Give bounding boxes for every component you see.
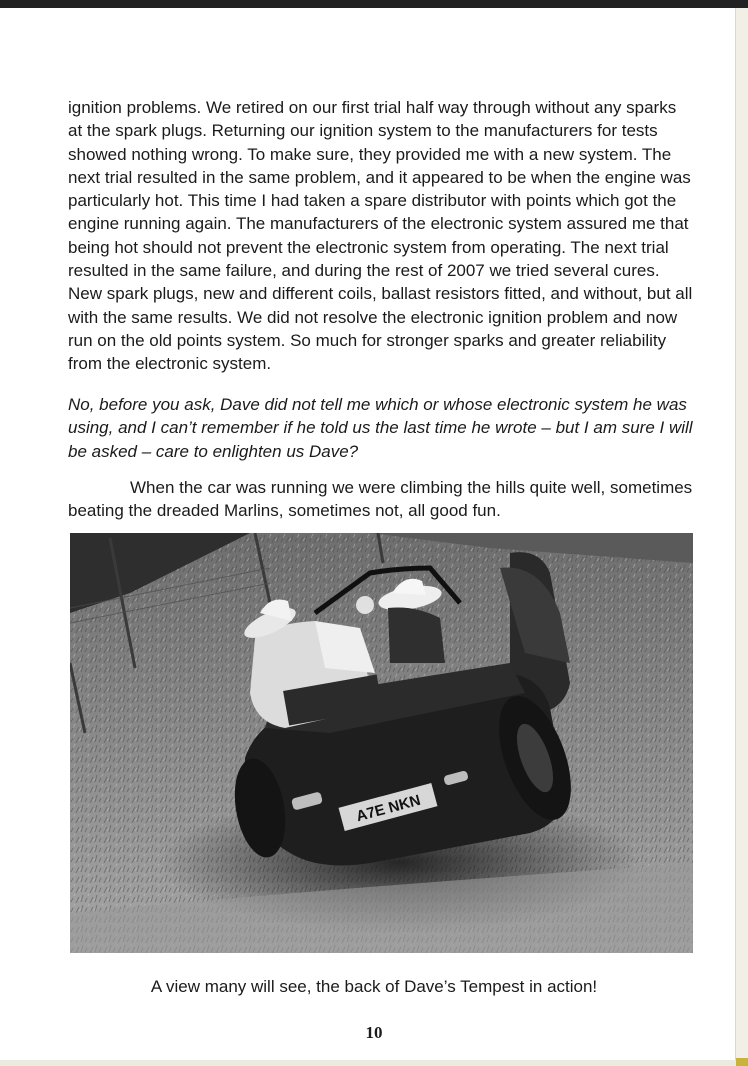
photo-plate-text: A7E NKN — [354, 791, 423, 826]
editor-note: No, before you ask, Dave did not tell me which or whose electronic system he was using, and I can’t remember if he told us the last time he wrote – but I am sure I will be asked – care to enlighten us Dave? — [68, 395, 693, 461]
scan-top-edge — [0, 0, 748, 8]
body-paragraph-ignition: ignition problems. We retired on our first trial half way through without any sparks at the spark plugs. Returning our ignition system to the manufacturers for tests showed nothing wrong. To make sure, they provided me with a new system. The next trial resulted in the same problem, and it appeared to be when the engine was particularly hot. This time I had taken a spare distributor with points which got the engine running again. The manufacturers of the electronic system assured me that being hot should not prevent the electronic system from operating. The next trial resulted in the same failure, and during the rest of 2007 we tried several cures. New spark plugs, new and different coils, ballast resistors fitted, and without, but all with the same results. We did not resolve the electronic ignition problem and now run on the old points system. So much for stronger sparks and greater reliability from the electronic system. — [68, 98, 693, 374]
page-number: 10 — [365, 1023, 383, 1042]
body-paragraph-hills: When the car was running we were climbing the hills quite well, sometimes beating the dreaded Marlins, sometimes not, all good fun. — [68, 478, 693, 521]
photo-caption: A view many will see, the back of Dave’s Tempest in action! — [150, 977, 598, 996]
tempest-photo — [70, 533, 693, 953]
cover-edge — [736, 1058, 748, 1066]
scan-bottom-edge — [0, 1060, 748, 1066]
scan-right-edge — [736, 8, 748, 1066]
